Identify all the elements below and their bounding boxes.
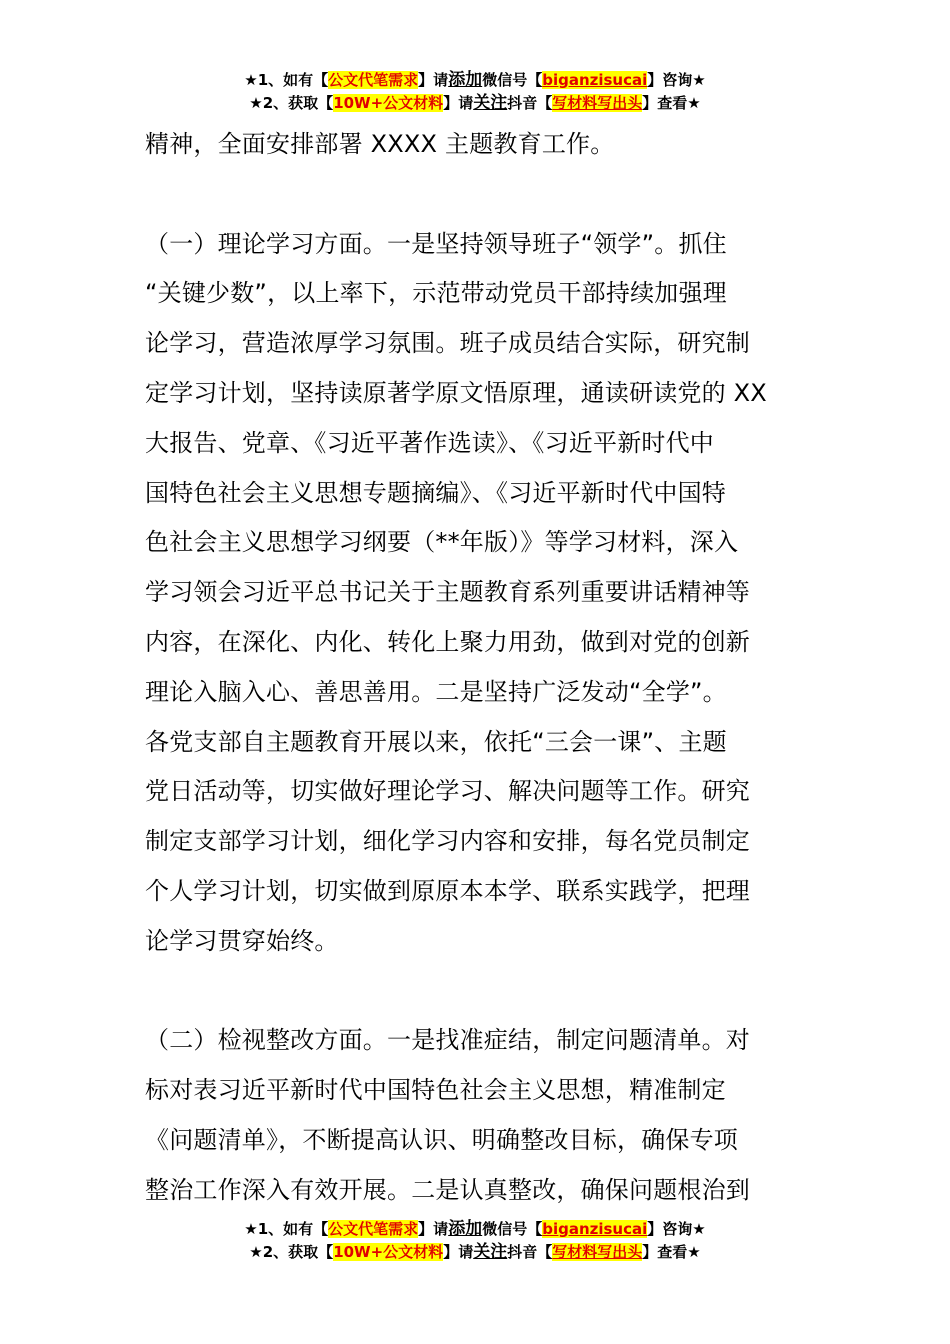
text-line: 国特色社会主义思想专题摘编》、《习近平新时代中国特 xyxy=(145,478,726,507)
banner-line-2: ★2、获取【10W+公文材料】请关注抖音【写材料写出头】查看★ xyxy=(249,1242,701,1262)
text-line: 大报告、党章、《习近平著作选读》、《习近平新时代中 xyxy=(145,428,714,457)
text-line: （一）理论学习方面。一是坚持领导班子“领学”。抓住 xyxy=(145,229,727,258)
header-banner xyxy=(0,69,950,115)
text-line: 《问题清单》，不断提高认识、明确整改目标，确保专项 xyxy=(145,1125,738,1154)
text-line: 党日活动等，切实做好理论学习、解决问题等工作。研究 xyxy=(145,777,750,806)
text-line xyxy=(145,170,810,220)
banner-line-1: ★1、如有【公文代笔需求】请添加微信号【biganzisucai】咨询★ xyxy=(244,70,706,90)
text-line: 内容，在深化、内化、转化上聚力用劲，做到对党的创新 xyxy=(145,627,750,656)
footer-banner xyxy=(0,1218,950,1264)
text-line: 整治工作深入有效开展。二是认真整改，确保问题根治到 xyxy=(145,1175,750,1204)
text-line: 精神，全面安排部署 XXXX 主题教育工作。 xyxy=(145,130,615,158)
text-line: 标对表习近平新时代中国特色社会主义思想，精准制定 xyxy=(145,1076,726,1105)
text-line: 学习领会习近平总书记关于主题教育系列重要讲话精神等 xyxy=(145,578,750,607)
text-line: “关键少数”，以上率下，示范带动党员干部持续加强理 xyxy=(145,279,727,308)
banner-line-2: ★2、获取【10W+公文材料】请关注抖音【写材料写出头】查看★ xyxy=(249,93,701,113)
document-body xyxy=(145,120,810,1216)
text-line: 论学习贯穿始终。 xyxy=(145,926,339,955)
text-line: （二）检视整改方面。一是找准症结，制定问题清单。对 xyxy=(145,1026,750,1055)
text-line: 理论入脑入心、善思善用。二是坚持广泛发动“全学”。 xyxy=(145,677,727,706)
text-line: 定学习计划，坚持读原著学原文悟原理，通读研读党的 XX xyxy=(145,378,767,407)
banner-line-1: ★1、如有【公文代笔需求】请添加微信号【biganzisucai】咨询★ xyxy=(244,1219,706,1239)
text-line: 色社会主义思想学习纲要（**年版）》等学习材料，深入 xyxy=(145,528,739,557)
text-line: 各党支部自主题教育开展以来，依托“三会一课”、主题 xyxy=(145,727,727,756)
text-line: 个人学习计划，切实做到原原本本学、联系实践学，把理 xyxy=(145,876,750,905)
text-line xyxy=(145,967,810,1017)
text-line: 制定支部学习计划，细化学习内容和安排，每名党员制定 xyxy=(145,827,750,856)
text-line: 论学习，营造浓厚学习氛围。班子成员结合实际，研究制 xyxy=(145,329,750,358)
